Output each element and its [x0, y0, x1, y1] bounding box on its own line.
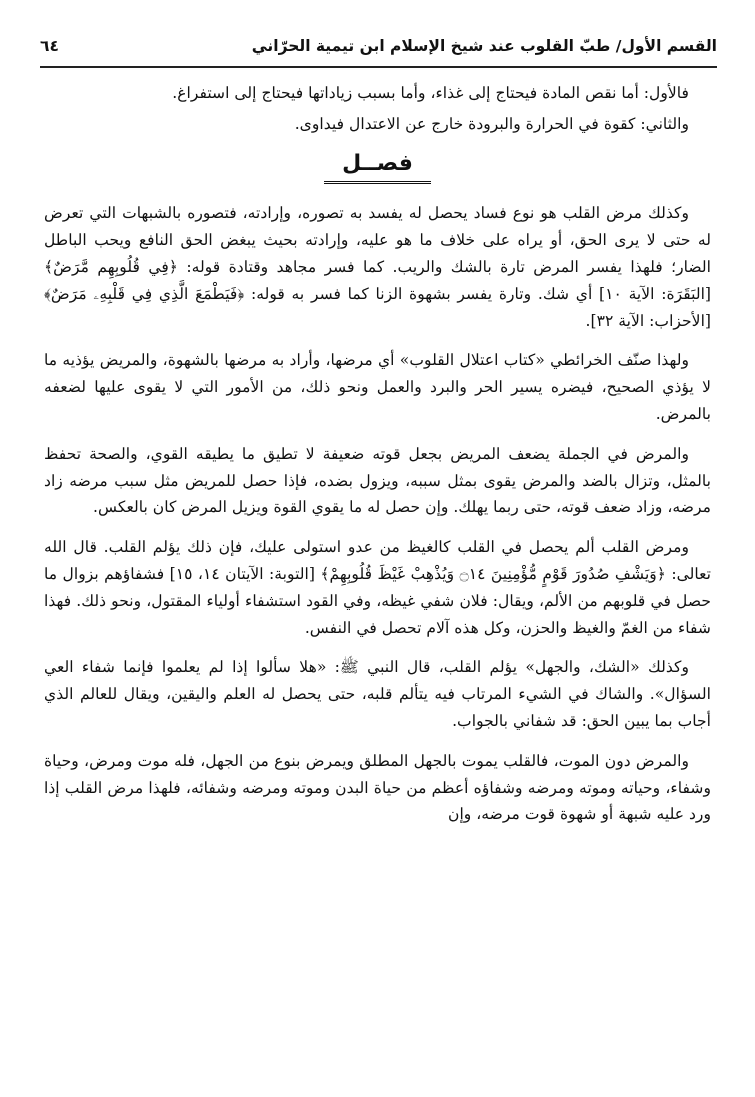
- paragraph-heart-pain: ومرض القلب ألم يحصل في القلب كالغيظ من عدو استولى عليك، فإن ذلك يؤلم القلب. قال الله تعالى: ﴿وَيَشْفِ صُدُورَ قَوْمٍ مُّؤْمِنِينَ ۝١٤ وَيُذْهِبْ غَيْظَ قُلُوبِهِمْ﴾ [التوبة: الآيتان ١٤، ١٥] فشفاؤهم بزوال ما حصل في قلوبهم من الألم، ويقال: فلان شفي غيظه، وفي القود استشفاء أولياء المقتول، ونحو ذلك. فهذا شفاء من الغمّ والغيظ والحزن، وكل هذه آلام تحصل في النفس.: [44, 538, 711, 637]
- page-body: [44, 80, 711, 841]
- paragraph-illness-general: والمرض في الجملة يضعف المريض بجعل قوته ضعيفة لا تطيق ما يطيقه القوي، والصحة تحفظ بالمثل، وتزال بالضد والمرض يقوى بمثل سببه، ويزول بضده، فإذا حصل للمريض مثل سبب مرضه زاد مرضه، وزاد ضعف قوته، حتى ربما يهلك. وإن حصل له ما يقوي القوة ويزيل المرض كان بالعكس.: [44, 444, 711, 517]
- section-heading: [44, 151, 711, 185]
- header-divider: [40, 66, 717, 68]
- running-title: القسم الأول/ طبّ القلوب عند شيخ الإسلام ابن تيمية الحرّاني: [251, 37, 717, 55]
- paragraph-death-illness: والمرض دون الموت، فالقلب يموت بالجهل المطلق ويمرض بنوع من الجهل، فله موت ومرض، وحياة وشفاء، وحياته وموته ومرضه وشفاؤه أعظم من حياة البدن وموته ومرضه وشفائه، فلهذا مرض القلب إذا ورد عليه شبهة أو شهوة قوت مرضه، وإن: [44, 751, 711, 824]
- paragraph-kharaiti: ولهذا صنّف الخرائطي «كتاب اعتلال القلوب» أي مرضها، وأراد به مرضها بالشهوة، والمريض يؤذيه ما لا يؤذي الصحيح، فيضره يسير الحر والبرد والعمل ونحو ذلك، من الأمور التي لا يقوى عليها لضعفه بالمرض.: [44, 351, 711, 423]
- page-header: [40, 30, 717, 62]
- section-heading-text: فصــل: [324, 151, 431, 185]
- paragraph-second: والثاني: كقوة في الحرارة والبرودة خارج عن الاعتدال فيداوى.: [294, 114, 689, 133]
- page-number: ٦٤: [40, 37, 59, 55]
- paragraph-doubt-ignorance: وكذلك «الشك، والجهل» يؤلم القلب، قال النبي ﷺ: «هلا سألوا إذا لم يعلموا فإنما شفاء العي السؤال». والشاك في الشيء المرتاب فيه يتألم قلبه، حتى يحصل له العلم واليقين، ويقال للعالم الذي أجاب بما يبين الحق: قد شفاني بالجواب.: [44, 658, 711, 730]
- paragraph-heart-disease: وكذلك مرض القلب هو نوع فساد يحصل له يفسد به تصوره، وإرادته، فتصوره بالشبهات التي تعرض له حتى لا يرى الحق، أو يراه على خلاف ما هو عليه، وإرادته بحيث يبغض الحق النافع ويحب الباطل الضار؛ فلهذا يفسر المرض تارة بالشك والريب. كما فسر مجاهد وقتادة قوله: ﴿فِي قُلُوبِهِم مَّرَضٌ﴾ [البَقَرَة: الآية ١٠] أي شك. وتارة يفسر بشهوة الزنا كما فسر به قوله: ﴿فَيَطْمَعَ الَّذِي فِي قَلْبِهِۦ مَرَضٌ﴾ [الأحزاب: الآية ٣٢].: [44, 204, 711, 330]
- paragraph-first: فالأول: أما نقص المادة فيحتاج إلى غذاء، وأما بسبب زياداتها فيحتاج إلى استفراغ.: [172, 84, 689, 102]
